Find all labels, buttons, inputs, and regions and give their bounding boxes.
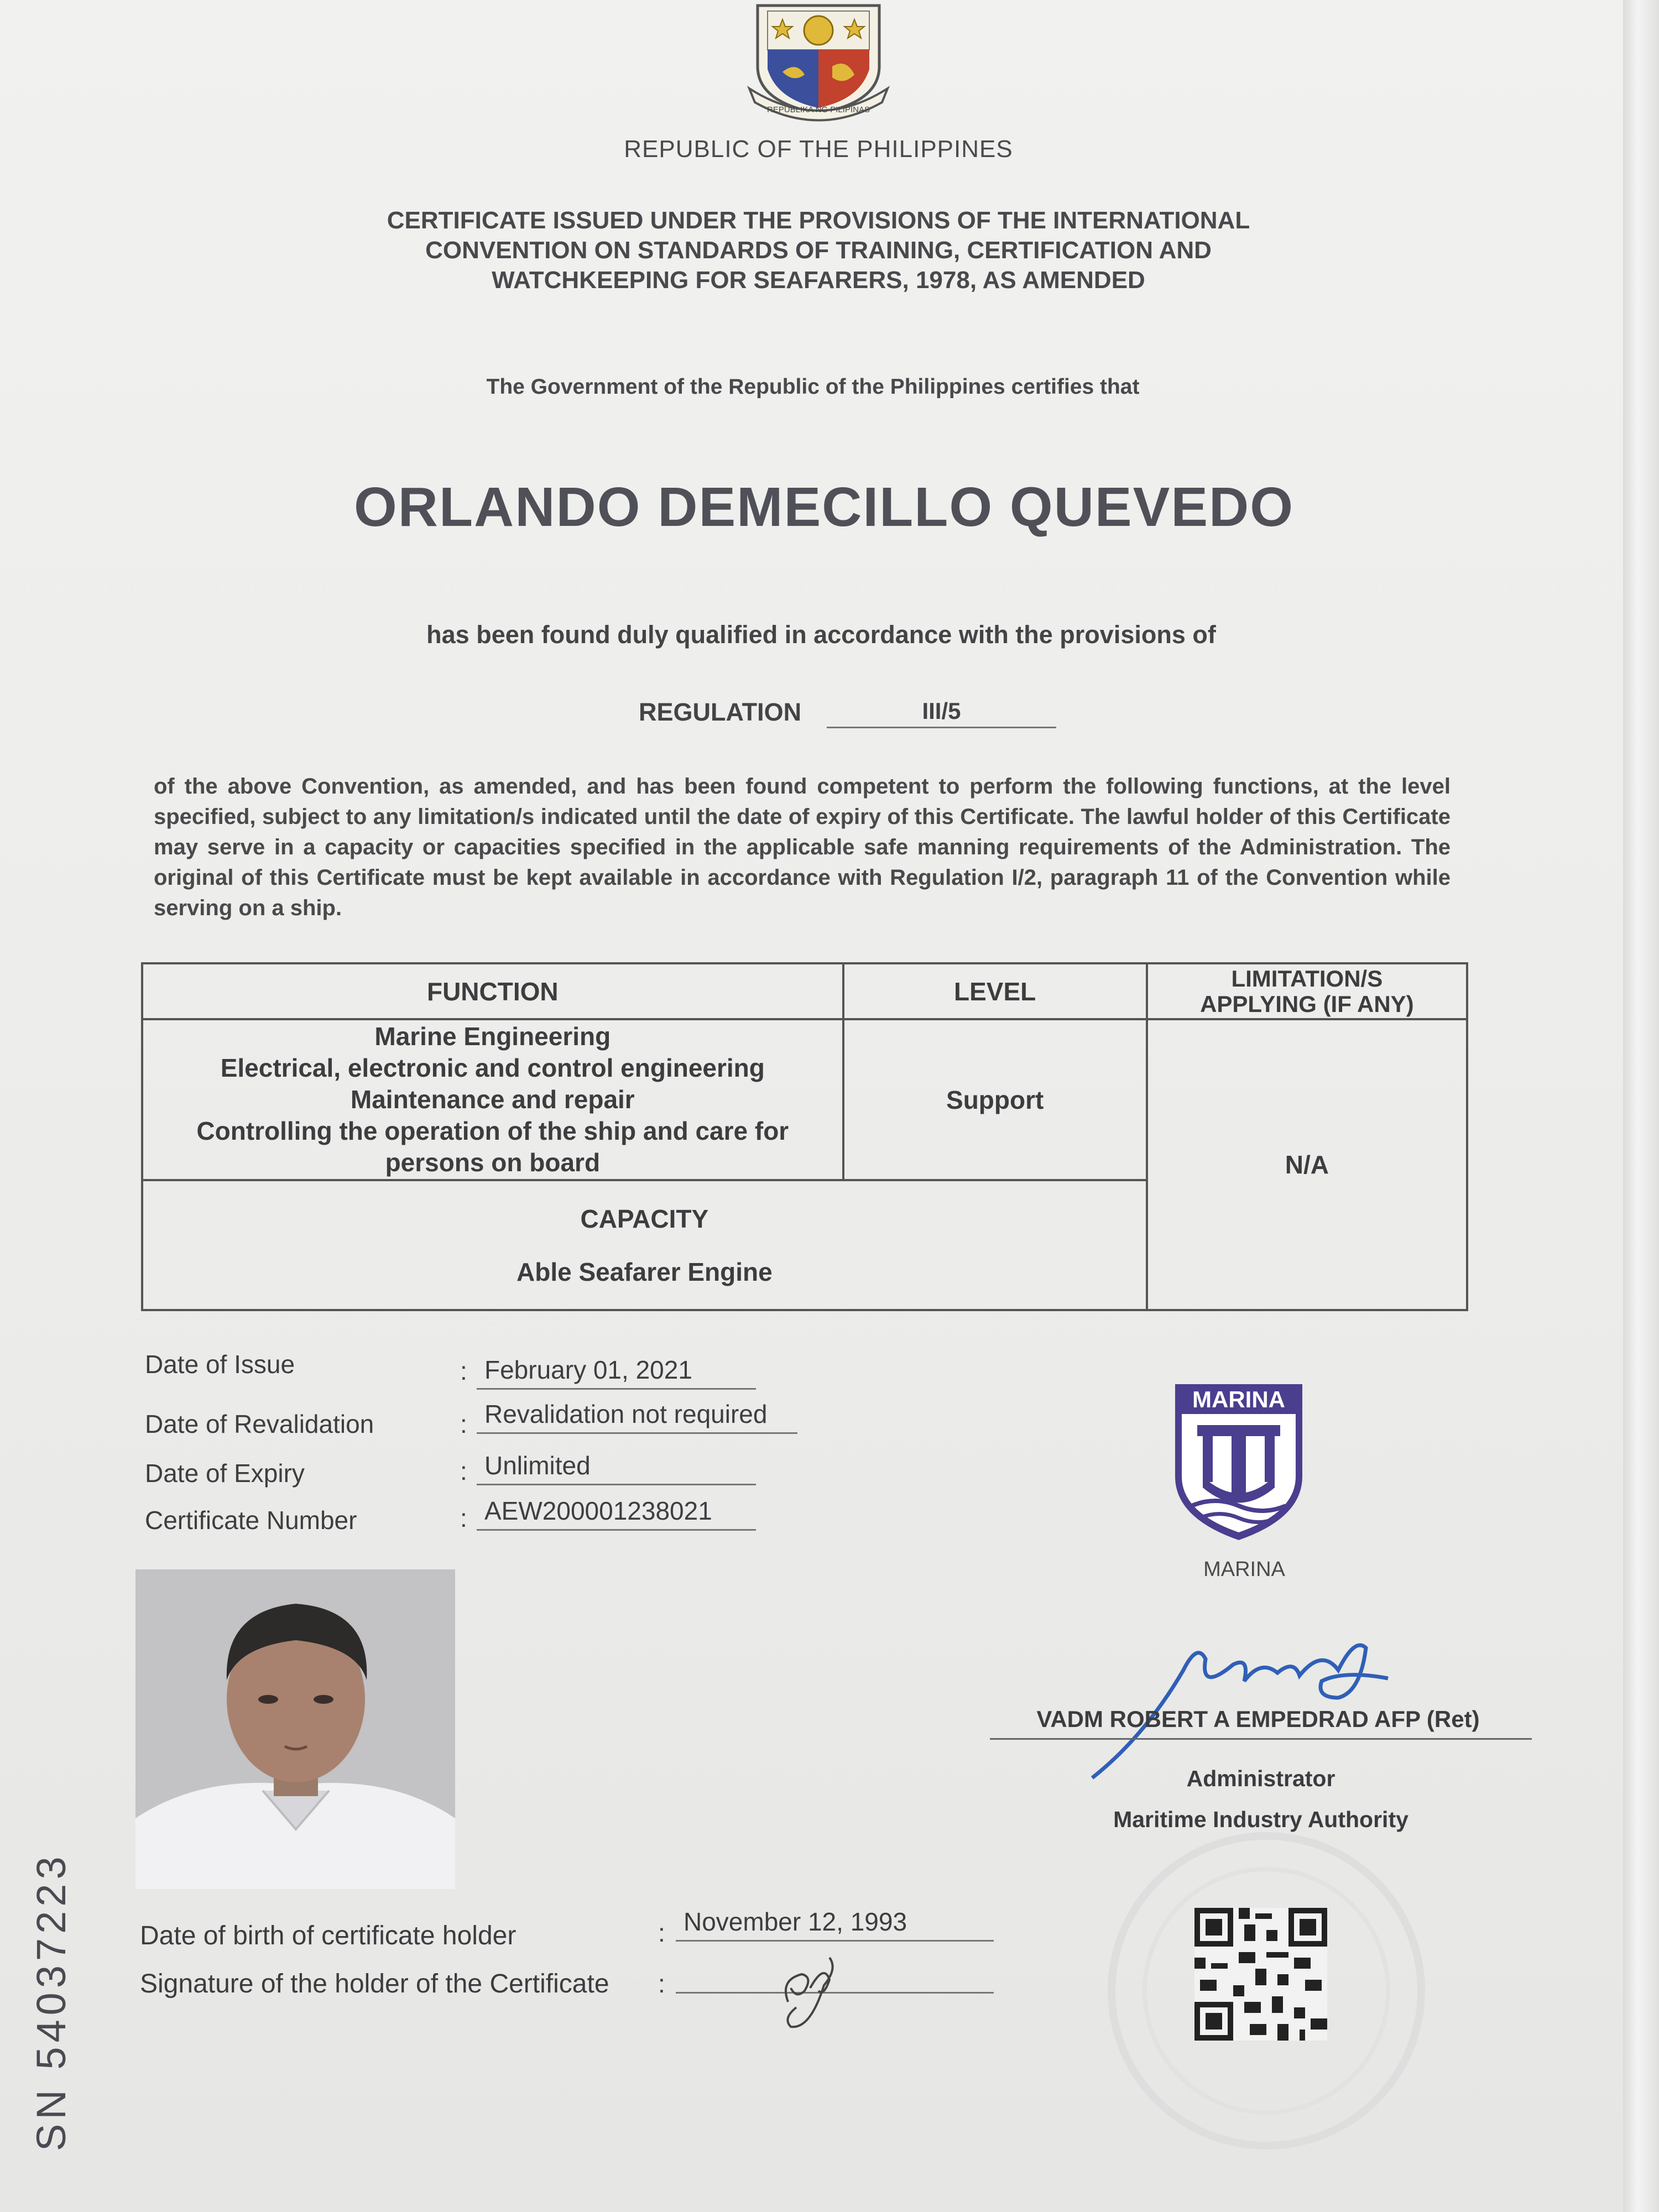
- certificate-number-label: Certificate Number: [145, 1506, 357, 1535]
- signatory-role: Administrator: [1186, 1766, 1335, 1791]
- colon: :: [460, 1504, 467, 1532]
- functions-cell: [142, 1019, 843, 1180]
- marina-logo-icon: [1170, 1380, 1308, 1546]
- signatory-name: VADM ROBERT A EMPEDRAD AFP (Ret): [1036, 1706, 1480, 1732]
- certificate-heading-line: CERTIFICATE ISSUED UNDER THE PROVISIONS OF THE INTERNATIONAL: [387, 207, 1250, 234]
- date-of-expiry-label: Date of Expiry: [145, 1459, 305, 1488]
- function-item: Marine Engineering: [374, 1022, 611, 1051]
- holder-signature-label: Signature of the holder of the Certificate: [140, 1969, 609, 1999]
- seal-text: REPUBLIKA NG PILIPINAS: [767, 105, 870, 114]
- qualified-text: has been found duly qualified in accordance with the provisions of: [426, 620, 1216, 649]
- limitation-header-line: LIMITATION/S: [1231, 965, 1383, 992]
- dob-label: Date of birth of certificate holder: [140, 1921, 517, 1950]
- capacity-cell: [142, 1180, 1147, 1310]
- function-item: Electrical, electronic and control engineering: [220, 1053, 765, 1082]
- government-certifies-text: The Government of the Republic of the Philippines certifies that: [486, 375, 1140, 399]
- philippine-seal-icon: [735, 0, 901, 124]
- colon: :: [460, 1357, 467, 1385]
- level-cell: Support: [843, 1019, 1147, 1180]
- regulation-value: III/5: [827, 698, 1056, 728]
- holder-photo: [135, 1569, 455, 1889]
- capacity-value: Able Seafarer Engine: [517, 1257, 773, 1286]
- certificate-heading-line: CONVENTION ON STANDARDS OF TRAINING, CERTIFICATION AND: [425, 237, 1212, 264]
- limitation-cell: N/A: [1147, 1019, 1467, 1310]
- functions-table: [141, 962, 1468, 1311]
- marina-logo-text: MARINA: [1192, 1386, 1285, 1412]
- republic-heading: REPUBLIC OF THE PHILIPPINES: [624, 135, 1013, 163]
- certificate-number-value: AEW200001238021: [477, 1496, 756, 1531]
- date-of-issue-label: Date of Issue: [145, 1350, 295, 1379]
- function-item: Maintenance and repair: [350, 1085, 635, 1114]
- date-of-issue-value: February 01, 2021: [477, 1355, 756, 1390]
- serial-number: SN 54037223: [28, 1852, 74, 2151]
- signature-line: [990, 1738, 1532, 1740]
- signatory-agency: Maritime Industry Authority: [1113, 1807, 1408, 1832]
- date-of-revalidation-label: Date of Revalidation: [145, 1410, 374, 1438]
- paper-edge: [1623, 0, 1659, 2212]
- limitation-header: [1147, 963, 1467, 1019]
- limitation-header-line: APPLYING (IF ANY): [1200, 990, 1414, 1017]
- qr-code: [1194, 1908, 1327, 2041]
- colon: :: [658, 1969, 665, 1998]
- holder-signature: [758, 1936, 868, 2035]
- colon: :: [460, 1410, 467, 1438]
- dob-value: November 12, 1993: [676, 1907, 994, 1942]
- regulation-label: REGULATION: [639, 698, 802, 726]
- level-header: LEVEL: [843, 963, 1147, 1019]
- date-of-expiry-value: Unlimited: [477, 1451, 756, 1485]
- certificate-heading: [288, 206, 1349, 295]
- function-header: FUNCTION: [142, 963, 843, 1019]
- date-of-revalidation-value: Revalidation not required: [477, 1399, 797, 1434]
- function-item: Controlling the operation of the ship and care for: [196, 1117, 789, 1145]
- competence-paragraph: of the above Convention, as amended, and has been found competent to perform the following functions, at the level specified, subject to any limitation/s indicated until the date of expiry of this Certificate. The lawful holder of this Certificate may serve in a capacity or capacities specified in the applicable safe manning requirements of the Administration. The original of this Certificate must be kept available in accordance with Regulation I/2, paragraph 11 of the Convention while serving on a ship.: [154, 774, 1451, 920]
- colon: :: [460, 1457, 467, 1485]
- certificate-heading-line: WATCHKEEPING FOR SEAFARERS, 1978, AS AMENDED: [492, 267, 1145, 294]
- capacity-header: CAPACITY: [580, 1204, 709, 1233]
- colon: :: [658, 1918, 665, 1947]
- function-item: persons on board: [385, 1148, 601, 1177]
- marina-caption: MARINA: [1203, 1558, 1285, 1581]
- holder-name: ORLANDO DEMECILLO QUEVEDO: [353, 476, 1295, 538]
